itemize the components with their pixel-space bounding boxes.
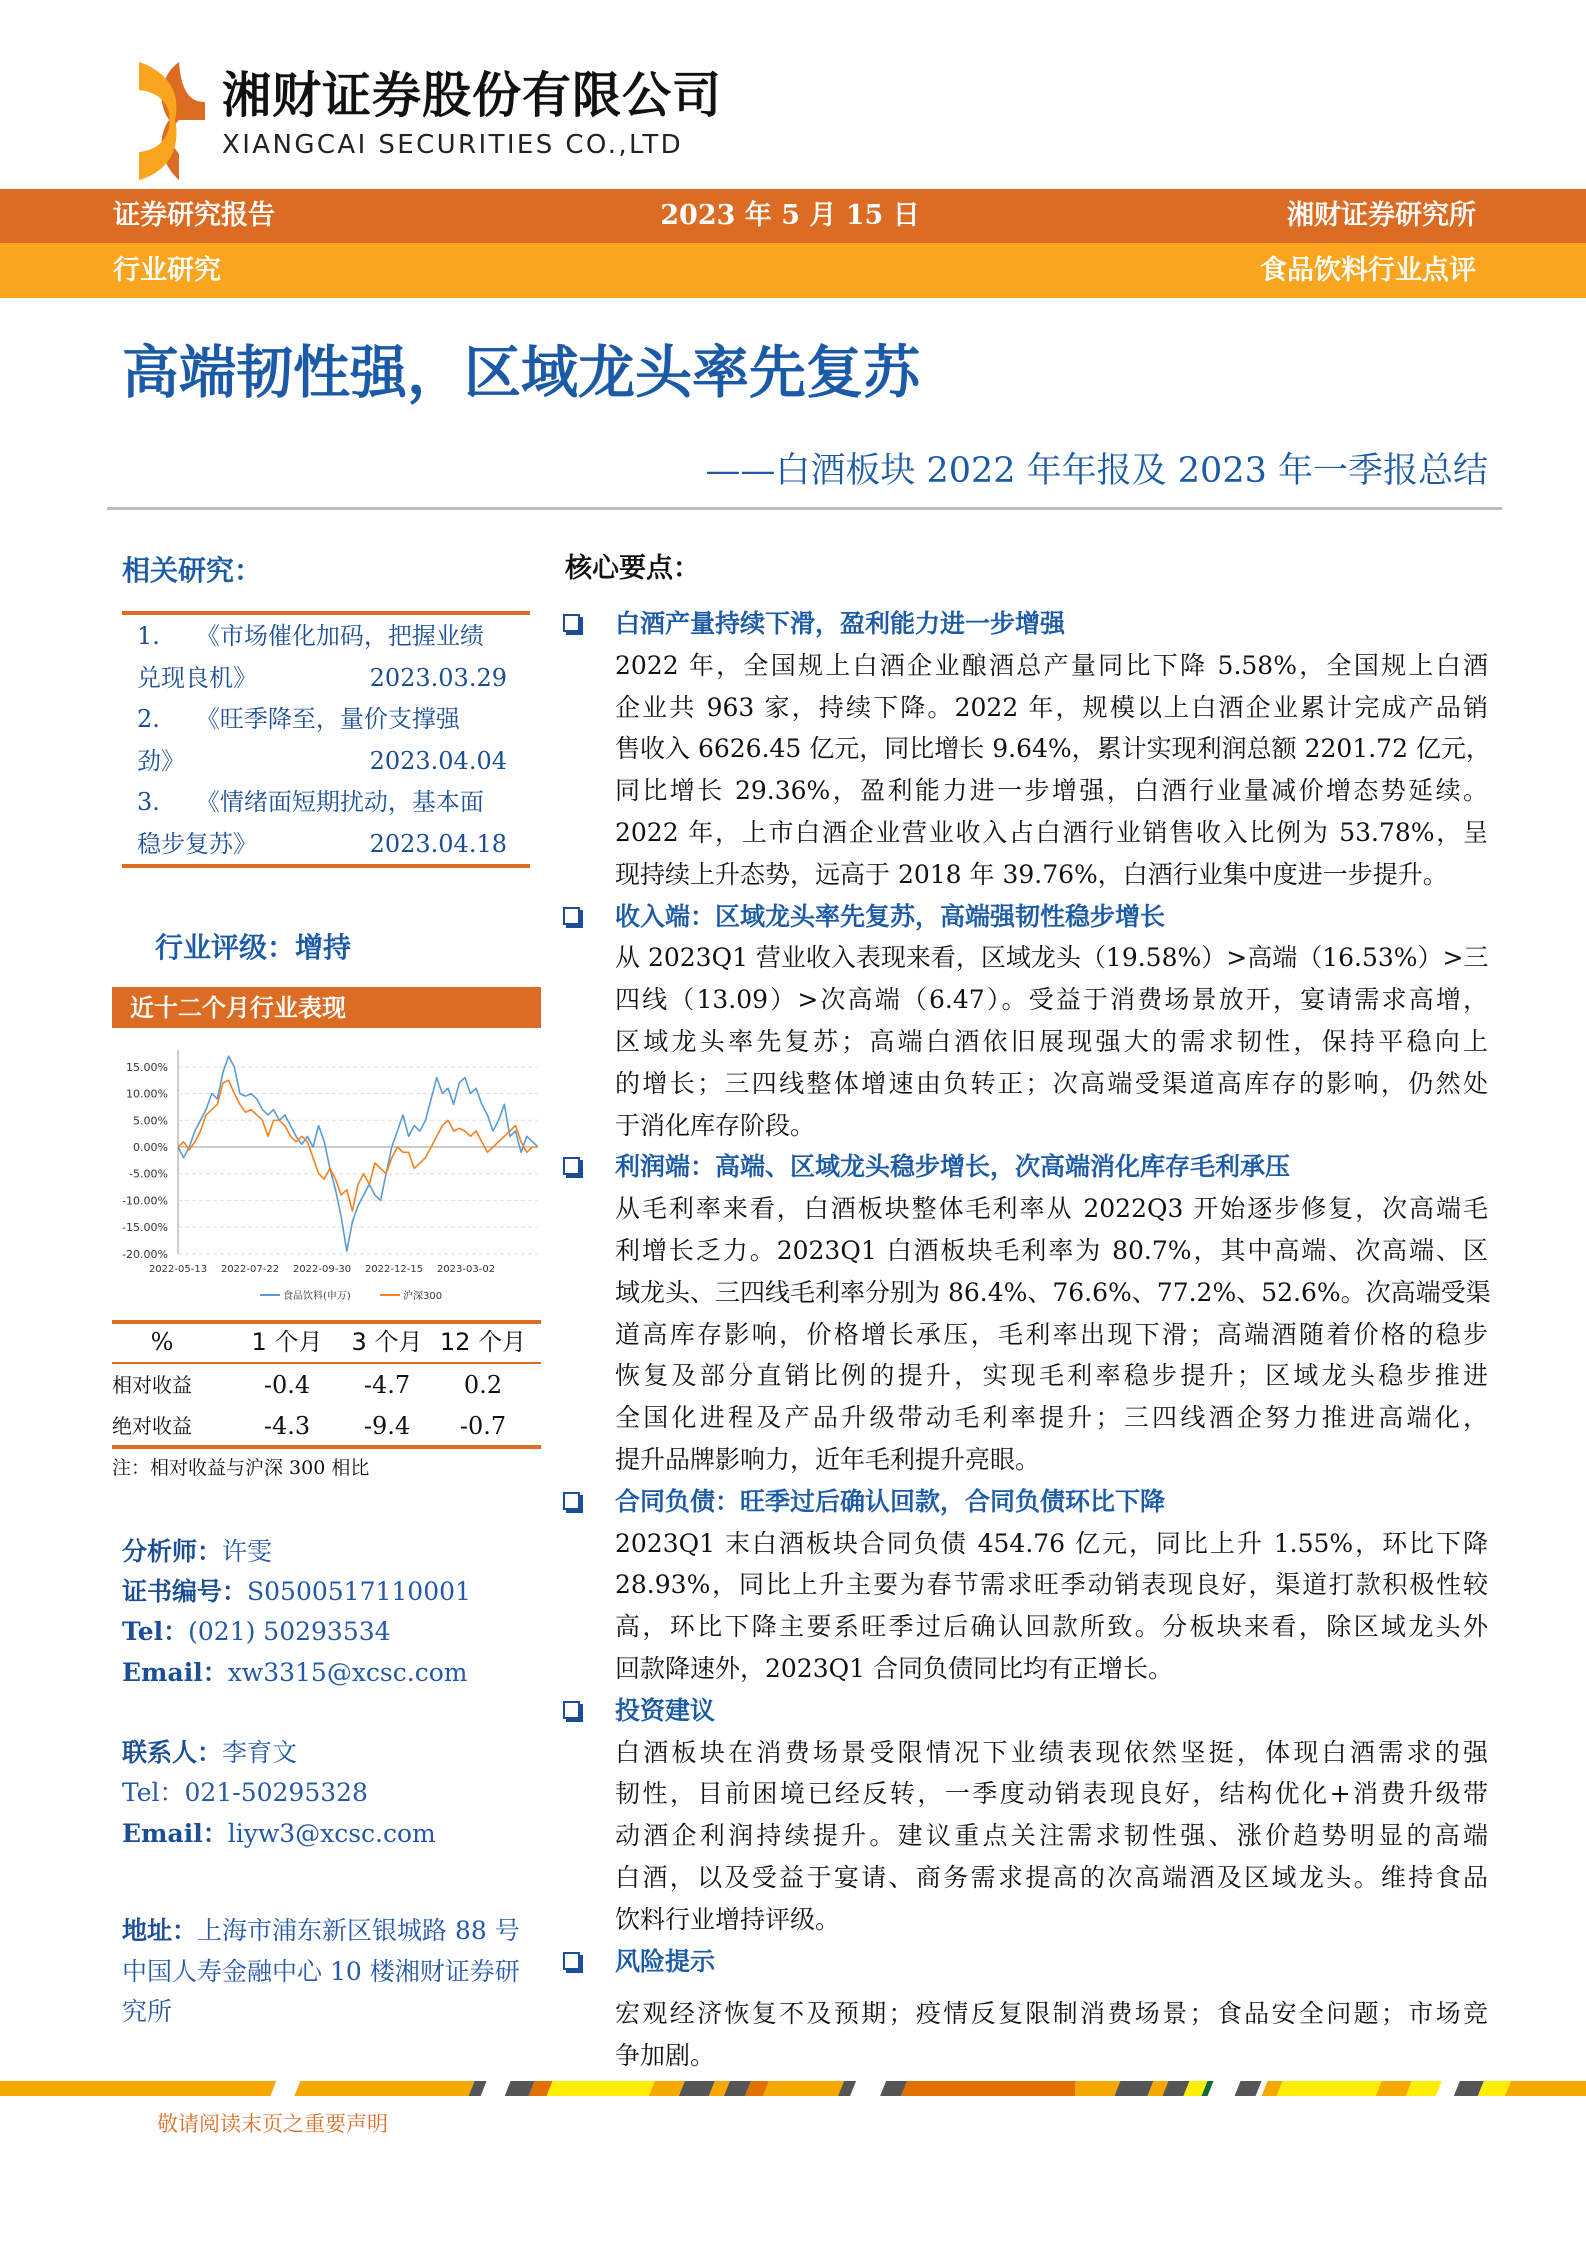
table-header: 1 个月 [251, 1328, 323, 1356]
header-band-primary [0, 189, 1586, 243]
checkbox-bullet-icon [563, 907, 580, 925]
report-sub-category: 食品饮料行业点评 [1260, 254, 1476, 286]
y-tick-label: -15.00% [122, 1221, 168, 1235]
x-tick-label: 2022-07-22 [220, 1264, 280, 1275]
page-title: 高端韧性强，区域龙头率先复苏 [122, 340, 920, 406]
divider [122, 611, 530, 615]
paragraph-line: 2022 年，上市白酒企业营业收入占白酒行业销售收入比例为 53.78%，呈 [615, 817, 1488, 847]
paragraph-line: 从毛利率来看，白酒板块整体毛利率从 2022Q3 开始逐步修复，次高端毛 [615, 1194, 1488, 1224]
cell-value: -0.4 [263, 1371, 311, 1399]
core-points [562, 603, 1491, 2077]
legend-label: 食品饮料(申万) [283, 1291, 351, 1302]
paragraph-line: 四线（13.09）>次高端（6.47）。受益于消费场景放开，宴请需求高增， [615, 985, 1488, 1015]
paragraph-line: 全国化进程及产品升级带动毛利率提升；三四线酒企努力推进高端化， [615, 1403, 1488, 1433]
table-row [112, 1406, 541, 1446]
header-band-secondary [0, 243, 1586, 298]
related-item[interactable] [137, 616, 507, 699]
section-heading [562, 1481, 1488, 1523]
related-item-title: 兑现良机》 [137, 663, 257, 692]
paragraph-line: 区域龙头率先复苏；高端白酒依旧展现强大的需求韧性，保持平稳向上 [615, 1026, 1488, 1056]
address-line: 究所 [122, 1997, 173, 2026]
paragraph-line: 同比增长 29.36%，盈利能力进一步增强，白酒行业量减价增态势延续。 [615, 776, 1488, 806]
table-header-row [112, 1322, 541, 1362]
section-heading [562, 1690, 1488, 1732]
core-points-heading: 核心要点： [565, 553, 700, 584]
contact-email: Email：liyw3@xcsc.com [122, 1819, 436, 1848]
report-type: 证券研究报告 [113, 200, 275, 231]
page-subtitle: ——白酒板块 2022 年年报及 2023 年一季报总结 [705, 451, 1488, 491]
section-paragraph [562, 645, 1491, 896]
section-heading [562, 1146, 1488, 1188]
address: 地址：上海市浦东新区银城路 88 号 [122, 1916, 520, 1945]
related-research-heading: 相关研究： [122, 554, 263, 587]
paragraph-line: 道高库存影响，价格增长承压，毛利率出现下滑；高端酒随着价格的稳步 [615, 1319, 1488, 1349]
paragraph-line: 白酒，以及受益于宴请、商务需求提高的次高端酒及区域龙头。维持食品 [615, 1862, 1488, 1892]
section-heading [562, 1941, 1488, 1983]
table-header: 3 个月 [351, 1328, 423, 1356]
analyst-email: Email：xw3315@xcsc.com [122, 1658, 468, 1687]
paragraph-line: 售收入 6626.45 亿元，同比增长 9.64%，累计实现利润总额 2201.72 亿元， [615, 734, 1491, 764]
table-header: % [150, 1328, 174, 1356]
paragraph-line: 动酒企利润持续提升。建议重点关注需求韧性强、涨价趋势明显的高端 [615, 1821, 1488, 1851]
contact-tel: Tel：021-50295328 [122, 1778, 368, 1807]
table-row [112, 1365, 541, 1405]
paragraph-line: 2022 年，全国规上白酒企业酿酒总产量同比下降 5.58%，全国规上白酒 [615, 650, 1488, 680]
row-label: 绝对收益 [112, 1414, 192, 1438]
x-tick-label: 2022-12-15 [364, 1264, 424, 1275]
divider [122, 864, 530, 868]
related-item-date: 2023.04.18 [369, 829, 507, 858]
section-heading-text: 风险提示 [615, 1946, 716, 1976]
section-paragraph [562, 1993, 1488, 2077]
related-item-title: 1. 《市场催化加码，把握业绩 [137, 622, 484, 650]
cell-value: -4.7 [363, 1371, 411, 1399]
report-date: 2023 年 5 月 15 日 [660, 200, 920, 231]
table-header: 12 个月 [439, 1328, 527, 1356]
cell-value: -0.7 [459, 1412, 507, 1440]
footer-disclaimer[interactable]: 敬请阅读末页之重要声明 [157, 2112, 388, 2136]
section-paragraph [562, 1732, 1488, 1941]
paragraph-line: 争加剧。 [615, 2041, 716, 2071]
checkbox-bullet-icon [563, 1492, 580, 1510]
section-heading-text: 合同负债：旺季过后确认回款，合同负债环比下降 [615, 1486, 1166, 1516]
checkbox-bullet-icon [563, 614, 580, 632]
paragraph-line: 从 2023Q1 营业收入表现来看，区域龙头（19.58%）>高端（16.53%）>三 [615, 943, 1489, 973]
section-paragraph [562, 937, 1488, 1146]
checkbox-bullet-icon [563, 1701, 580, 1719]
section-heading [562, 896, 1488, 938]
related-item[interactable] [137, 782, 507, 865]
y-tick-label: -5.00% [129, 1167, 168, 1181]
x-tick-label: 2022-09-30 [292, 1264, 352, 1275]
y-tick-label: 0.00% [133, 1141, 168, 1154]
related-item-title: 劲》 [137, 746, 185, 775]
related-item-title: 2. 《旺季降至，量价支撑强 [137, 705, 460, 733]
institute-name: 湘财证券研究所 [1287, 200, 1476, 231]
legend-label: 沪深300 [403, 1291, 443, 1302]
related-item[interactable] [137, 699, 507, 782]
x-tick-label: 2023-03-02 [436, 1264, 496, 1275]
paragraph-line: 提升品牌影响力，近年毛利提升亮眼。 [615, 1444, 1041, 1474]
paragraph-line: 2023Q1 末白酒板块合同负债 454.76 亿元，同比上升 1.55%，环比下降 [615, 1528, 1488, 1558]
paragraph-line: 高，环比下降主要系旺季过后确认回款所致。分板块来看，除区域龙头外 [615, 1612, 1488, 1642]
paragraph-line: 企业共 963 家，持续下降。2022 年，规模以上白酒企业累计完成产品销 [615, 692, 1488, 722]
series-line-food-beverage [178, 1056, 538, 1251]
paragraph-line: 恢复及部分直销比例的提升，实现毛利率稳步提升；区域龙头稳步推进 [615, 1361, 1488, 1391]
cell-value: -9.4 [363, 1412, 411, 1440]
y-tick-label: -10.00% [122, 1194, 168, 1208]
paragraph-line: 域龙头、三四线毛利率分别为 86.4%、76.6%、77.2%、52.6%。次高端受渠 [615, 1277, 1491, 1307]
section-heading-text: 利润端：高端、区域龙头稳步增长，次高端消化库存毛利承压 [615, 1152, 1291, 1182]
paragraph-line: 白酒板块在消费场景受限情况下业绩表现依然坚挺，体现白酒需求的强 [615, 1737, 1488, 1767]
checkbox-bullet-icon [563, 1952, 580, 1970]
related-item-date: 2023.03.29 [369, 663, 507, 692]
paragraph-line: 现持续上升态势，远高于 2018 年 39.76%，白酒行业集中度进一步提升。 [615, 859, 1448, 889]
table-note: 注：相对收益与沪深 300 相比 [112, 1457, 370, 1479]
paragraph-line: 回款降速外，2023Q1 合同负债同比均有正增长。 [615, 1653, 1173, 1683]
section-heading-text: 收入端：区域龙头率先复苏，高端强韧性稳步增长 [615, 901, 1166, 931]
x-tick-label: 2022-05-13 [148, 1264, 208, 1275]
company-name-en: XIANGCAI SECURITIES CO.,LTD [222, 130, 684, 160]
y-tick-label: 10.00% [126, 1087, 168, 1101]
address-line: 中国人寿金融中心 10 楼湘财证券研 [122, 1957, 520, 1986]
paragraph-line: 的增长；三四线整体增速由负转正；次高端受渠道高库存的影响，仍然处 [615, 1068, 1488, 1098]
related-item-title: 3. 《情绪面短期扰动，基本面 [137, 788, 484, 816]
company-name-cn: 湘财证券股份有限公司 [222, 67, 723, 124]
cell-value: -4.3 [263, 1412, 311, 1440]
paragraph-line: 宏观经济恢复不及预期；疫情反复限制消费场景；食品安全问题；市场竞 [615, 1999, 1488, 2029]
report-category: 行业研究 [113, 254, 221, 286]
section-paragraph [562, 1523, 1488, 1690]
company-logo-icon [139, 62, 205, 180]
cell-value: 0.2 [463, 1371, 503, 1399]
paragraph-line: 28.93%，同比上升主要为春节需求旺季动销表现良好，渠道打款积极性较 [615, 1570, 1488, 1600]
footer-stripe-decoration [0, 2081, 1586, 2096]
section-heading-text: 投资建议 [615, 1695, 716, 1725]
divider [107, 507, 1502, 510]
analyst-name: 分析师：许雯 [122, 1537, 273, 1566]
y-tick-label: -20.00% [122, 1247, 168, 1261]
row-label: 相对收益 [112, 1373, 192, 1397]
related-research-list [137, 616, 507, 865]
y-tick-label: 5.00% [133, 1114, 168, 1128]
paragraph-line: 利增长乏力。2023Q1 白酒板块毛利率为 80.7%，其中高端、次高端、区 [615, 1235, 1488, 1265]
checkbox-bullet-icon [563, 1157, 580, 1175]
paragraph-line: 韧性，目前困境已经反转，一季度动销表现良好，结构优化+消费升级带 [615, 1779, 1488, 1809]
performance-chart [110, 1040, 550, 1310]
analyst-cert: 证书编号：S0500517110001 [122, 1577, 471, 1606]
section-paragraph [562, 1188, 1491, 1481]
performance-heading: 近十二个月行业表现 [112, 987, 541, 1028]
related-item-date: 2023.04.04 [369, 746, 507, 775]
y-tick-label: 15.00% [126, 1060, 168, 1074]
paragraph-line: 饮料行业增持评级。 [615, 1904, 841, 1934]
paragraph-line: 于消化库存阶段。 [615, 1110, 816, 1140]
series-line-csi300 [178, 1080, 538, 1211]
related-item-title: 稳步复苏》 [137, 829, 257, 858]
analyst-tel: Tel：(021) 50293534 [122, 1617, 391, 1646]
section-heading-text: 白酒产量持续下滑，盈利能力进一步增强 [615, 609, 1066, 638]
industry-rating: 行业评级：增持 [155, 931, 352, 964]
contact-name: 联系人：李育文 [122, 1738, 298, 1767]
section-heading [562, 603, 1488, 645]
